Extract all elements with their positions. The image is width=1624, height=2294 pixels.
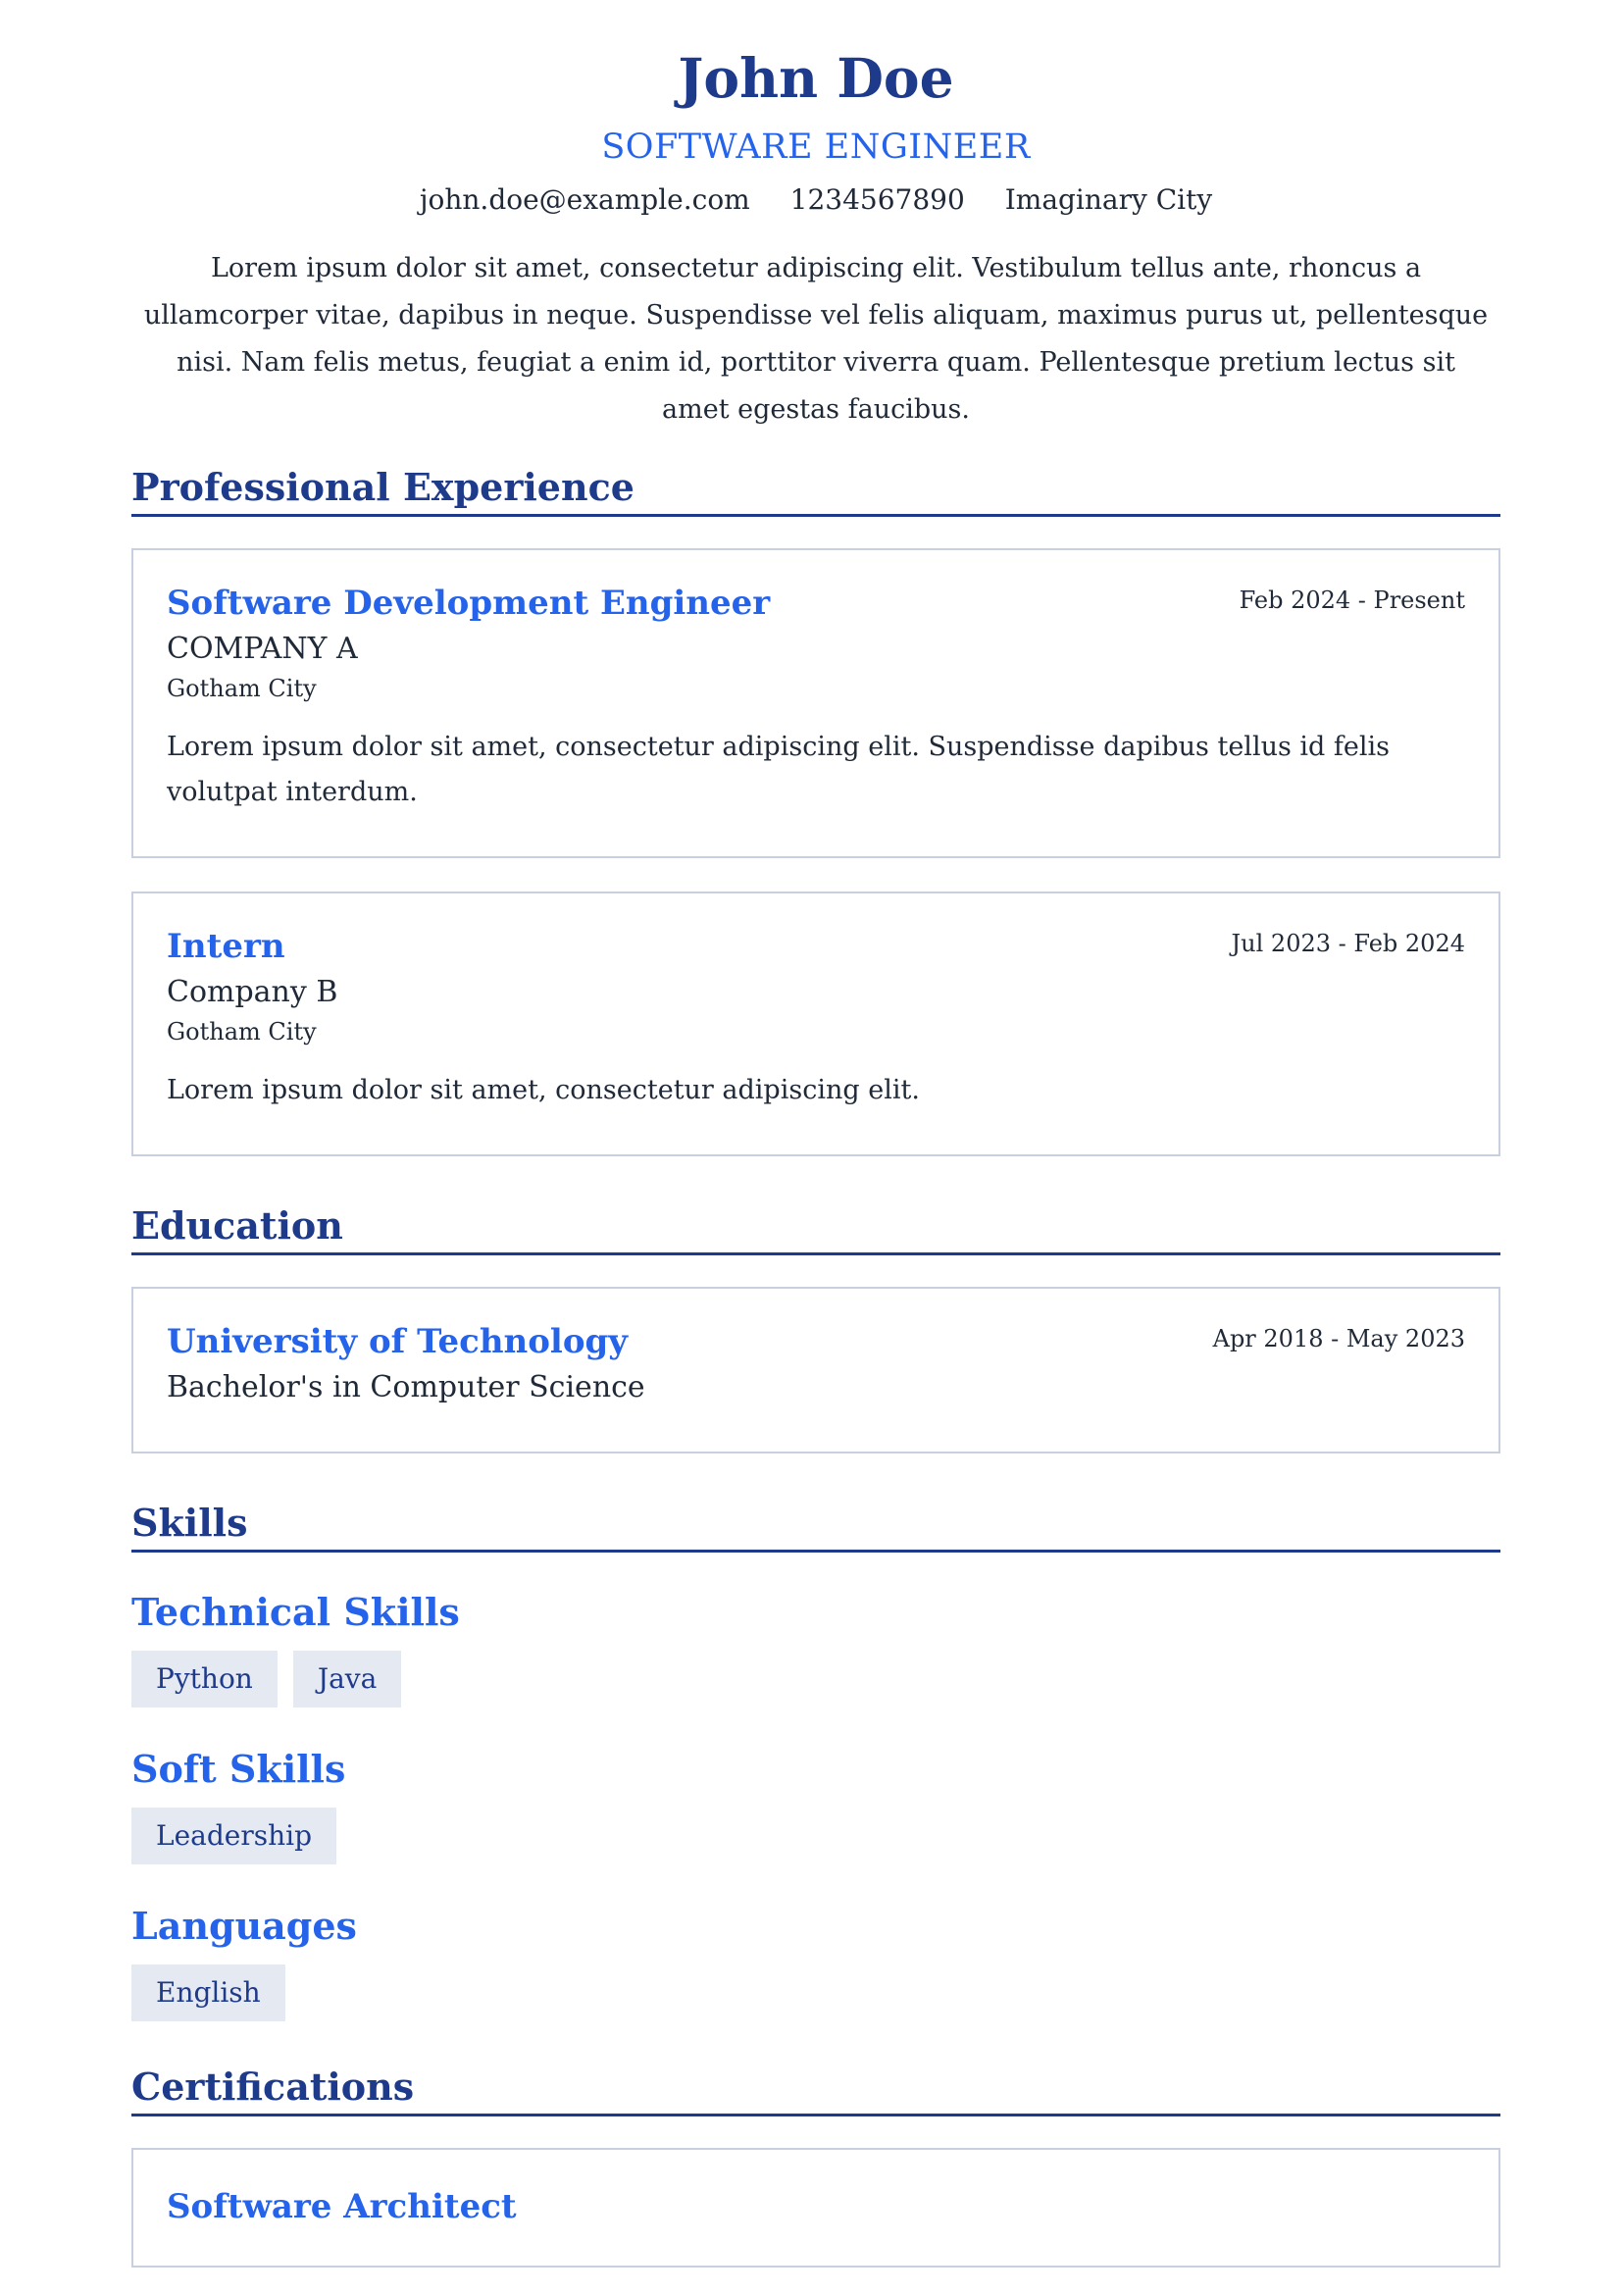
certifications-section bbox=[131, 2063, 1500, 2268]
skill-tag: Java bbox=[293, 1651, 401, 1708]
experience-card bbox=[131, 548, 1500, 858]
section-title-experience: Professional Experience bbox=[131, 463, 1500, 517]
experience-company: Company B bbox=[167, 975, 338, 1009]
experience-location: Gotham City bbox=[167, 675, 317, 702]
skill-group bbox=[131, 1902, 1500, 2021]
certification-name: Software Architect bbox=[167, 2187, 517, 2226]
candidate-title: SOFTWARE ENGINEER bbox=[601, 127, 1031, 167]
skill-tags bbox=[131, 1964, 1500, 2021]
experience-role: Software Development Engineer bbox=[167, 584, 771, 623]
skill-group-title: Languages bbox=[131, 1904, 357, 1948]
experience-description: Lorem ipsum dolor sit amet, consectetur adipiscing elit. Suspendisse dapibus tellus id felis volutpat interdum. bbox=[167, 732, 1391, 807]
section-title-education: Education bbox=[131, 1201, 1500, 1255]
skills-section bbox=[131, 1499, 1500, 2021]
contact-phone[interactable]: 1234567890 bbox=[789, 183, 965, 216]
section-title-skills: Skills bbox=[131, 1499, 1500, 1553]
experience-location: Gotham City bbox=[167, 1018, 317, 1045]
contact-line bbox=[131, 180, 1500, 220]
candidate-name: John Doe bbox=[678, 46, 954, 110]
section-title-certifications: Certifications bbox=[131, 2063, 1500, 2116]
education-card bbox=[131, 1287, 1500, 1453]
experience-dates: Jul 2023 - Feb 2024 bbox=[1231, 930, 1465, 957]
resume-page bbox=[131, 39, 1500, 2268]
experience-section bbox=[131, 463, 1500, 1156]
education-school: University of Technology bbox=[167, 1322, 629, 1361]
skill-group-title: Technical Skills bbox=[131, 1590, 460, 1634]
skill-group-title: Soft Skills bbox=[131, 1747, 346, 1791]
experience-company: COMPANY A bbox=[167, 632, 358, 666]
skill-tag: Leadership bbox=[131, 1808, 336, 1864]
experience-card bbox=[131, 892, 1500, 1156]
experience-dates: Feb 2024 - Present bbox=[1239, 586, 1465, 614]
skill-group bbox=[131, 1745, 1500, 1864]
experience-description: Lorem ipsum dolor sit amet, consectetur adipiscing elit. bbox=[167, 1075, 920, 1105]
skill-tags bbox=[131, 1808, 1500, 1864]
summary-paragraph: Lorem ipsum dolor sit amet, consectetur adipiscing elit. Vestibulum tellus ante, rhoncus a ullamcorper vitae, dapibus in neque. Suspendisse vel felis aliquam, maximus purus ut, pellentesque nisi. Nam felis metus, feugiat a enim id, porttitor viverra quam. Pellentesque pretium lectus sit amet egestas faucibus. bbox=[143, 253, 1489, 425]
skill-tag: English bbox=[131, 1964, 285, 2021]
certification-card bbox=[131, 2148, 1500, 2268]
education-section bbox=[131, 1201, 1500, 1453]
resume-header bbox=[131, 39, 1500, 220]
skill-tags bbox=[131, 1651, 1500, 1708]
experience-role: Intern bbox=[167, 927, 285, 966]
skill-group bbox=[131, 1588, 1500, 1708]
contact-email[interactable]: john.doe@example.com bbox=[419, 183, 750, 216]
education-dates: Apr 2018 - May 2023 bbox=[1212, 1325, 1465, 1352]
contact-city: Imaginary City bbox=[1004, 183, 1213, 216]
skill-tag: Python bbox=[131, 1651, 278, 1708]
education-degree: Bachelor's in Computer Science bbox=[167, 1370, 645, 1404]
